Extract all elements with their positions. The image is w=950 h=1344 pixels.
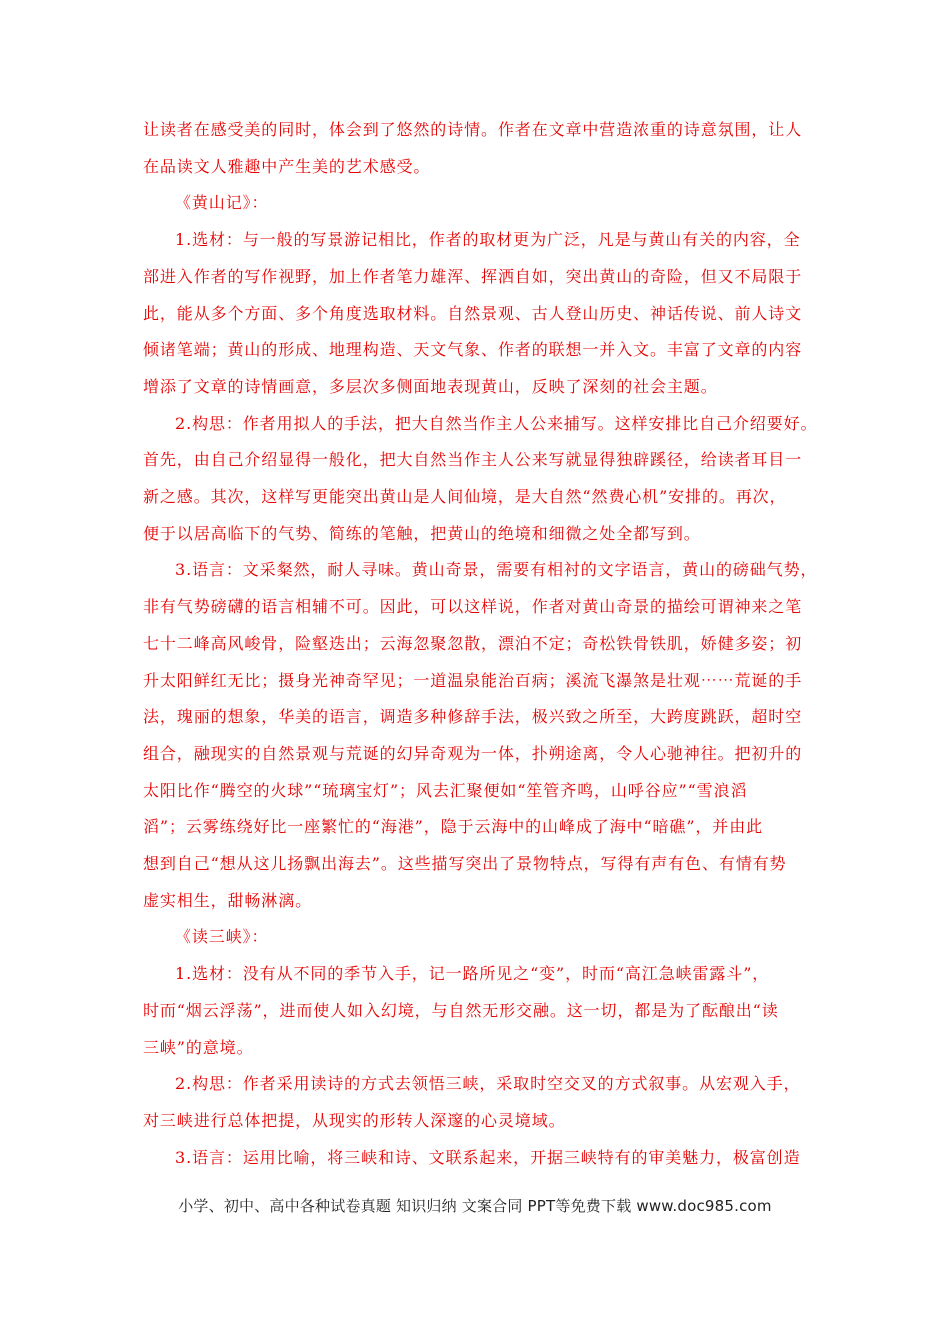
text-line: 此，能从多个方面、多个角度选取材料。自然景观、古人登山历史、神话传说、前人诗文 xyxy=(143,303,803,323)
text-line: 倾诸笔端；黄山的形成、地理构造、天文气象、作者的联想一并入文。丰富了文章的内容 xyxy=(143,340,803,360)
text-line: 2.构思：作者用拟人的手法，把大自然当作主人公来捕写。这样安排比自己介绍要好。 xyxy=(175,413,818,433)
text-line: 非有气势磅礴的语言相辅不可。因此，可以这样说，作者对黄山奇景的描绘可谓神来之笔 xyxy=(143,597,803,617)
text-line: 在品读文人雅趣中产生美的艺术感受。 xyxy=(143,156,431,176)
text-line: 部进入作者的写作视野，加上作者笔力雄浑、挥洒自如，突出黄山的奇险，但又不局限于 xyxy=(143,266,803,286)
text-line: 首先，由自己介绍显得一般化，把大自然当作主人公来写就显得独辟蹊径，给读者耳目一 xyxy=(143,450,803,470)
text-line: 组合，融现实的自然景观与荒诞的幻异奇观为一体，扑朔途离，令人心驰神往。把初升的 xyxy=(143,743,803,763)
text-line: 便于以居高临下的气势、简练的笔触，把黄山的绝境和细微之处全都写到。 xyxy=(143,523,701,543)
text-line: 想到自己“想从这儿扬飘出海去”。这些描写突出了景物特点，写得有声有色、有情有势 xyxy=(143,854,787,874)
text-line: 法，瑰丽的想象，华美的语言，调造多种修辞手法，极兴致之所至，大跨度跳跃，超时空 xyxy=(143,707,803,727)
text-line: 1.选材：与一般的写景游记相比，作者的取材更为广泛，凡是与黄山有关的内容，全 xyxy=(175,230,801,250)
text-line: 3.语言：运用比喻，将三峡和诗、文联系起来，开据三峡特有的审美魅力，极富创造 xyxy=(175,1147,801,1167)
section-heading-huangshanji: 《黄山记》： xyxy=(175,193,269,213)
document-body xyxy=(143,112,833,1176)
text-line: 让读者在感受美的同时，体会到了悠然的诗情。作者在文章中营造浓重的诗意氛围，让人 xyxy=(143,120,803,139)
text-line: 时而“烟云浮荡”，进而使人如入幻境，与自然无形交融。这一切，都是为了酝酿出“读 xyxy=(143,1000,779,1020)
text-line: 增添了文章的诗情画意，多层次多侧面地表现黄山，反映了深刻的社会主题。 xyxy=(143,376,718,396)
text-line: 三峡”的意境。 xyxy=(143,1037,254,1057)
text-line: 七十二峰高风峻骨，险壑迭出；云海忽聚忽散，漂泊不定；奇松铁骨铁肌，娇健多姿；初 xyxy=(143,633,803,653)
text-line: 1.选材：没有从不同的季节入手，记一路所见之“变”，时而“高江急峡雷露斗”， xyxy=(175,964,770,984)
text-line: 2.构思：作者采用读诗的方式去领悟三峡，采取时空交叉的方式叙事。从宏观入手， xyxy=(175,1074,801,1094)
text-line: 虚实相生，甜畅淋漓。 xyxy=(143,890,313,910)
section-heading-dusanxia: 《读三峡》： xyxy=(175,927,269,947)
text-line: 升太阳鲜红无比；摄身光神奇罕见；一道温泉能治百病；溪流飞瀑煞是壮观⋯⋯荒诞的手 xyxy=(143,670,803,690)
text-line: 3.语言：文采粲然，耐人寻味。黄山奇景，需要有相衬的文字语言，黄山的磅础气势， xyxy=(175,560,818,580)
text-line: 新之感。其次，这样写更能突出黄山是人间仙境，是大自然“然费心机”安排的。再次， xyxy=(143,487,787,507)
text-line: 对三峡进行总体把提，从现实的形转人深邃的心灵境域。 xyxy=(143,1110,566,1130)
text-line: 滔”；云雾练绕好比一座繁忙的“海港”，隐于云海中的山峰成了海中“暗礁”，并由此 xyxy=(143,817,763,837)
text-line: 太阳比作“腾空的火球”“琉璃宝灯”；风去汇聚便如“笙管齐鸣，山呼谷应”“雪浪滔 xyxy=(143,780,748,800)
page-footer: 小学、初中、高中各种试卷真题 知识归纳 文案合同 PPT等免费下载 www.doc985.com xyxy=(178,1197,772,1215)
